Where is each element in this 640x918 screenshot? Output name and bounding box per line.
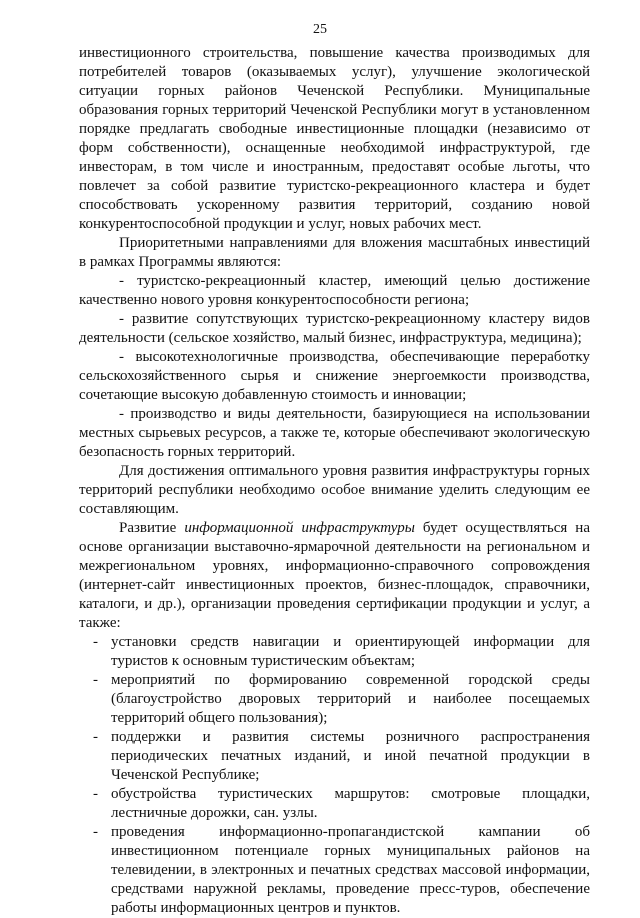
list-item-text: мероприятий по формированию современной городской среды (благоустройство дворовых территорий и наиболее посещаемых территорий общего пользования); [111, 672, 590, 726]
bullet-dash: - [93, 729, 98, 745]
paragraph-infrastructure-intro: Для достижения оптимального уровня развития инфраструктуры горных территорий республики необходимо особое внимание уделить следующим ее составляющим. [79, 463, 590, 517]
text-fragment: будет осуществляться на основе организации выставочно-ярмарочной деятельности на региональном и межрегиональном уровнях, информационно-справочного сопровождения (интернет-сайт инвестиционных проектов, бизнес-площадок, справочники, каталоги, и др.), организации проведения сертификации продукции и услуг, а также: [79, 520, 590, 631]
measures-list [79, 633, 590, 918]
list-item [79, 671, 590, 728]
paragraph-information-infrastructure [79, 519, 590, 633]
bullet-dash: - [93, 824, 98, 840]
list-item-text: обустройства туристических маршрутов: смотровые площадки, лестничные дорожки, сан. узлы. [111, 786, 590, 821]
list-item [79, 728, 590, 785]
list-item [79, 633, 590, 671]
paragraph-investment-continuation: инвестиционного строительства, повышение качества производимых для потребителей товаров (оказываемых услуг), улучшение экологической ситуации горных районов Чеченской Республики. Муниципальные образования горных территорий Чеченской Республики могут в установленном порядке предлагать свободные инвестиционные площадки (независимо от форм собственности), оснащенные необходимой инфраструктурой, где инвесторам, в том числе и иностранным, предоставят особые льготы, что повлечет за собой развитие туристско-рекреационного кластера и будет способствовать ускоренному развития территорий, созданию новой конкурентоспособной продукции и услуг, новых рабочих мест. [79, 45, 590, 232]
paragraph-priority-directions: Приоритетными направлениями для вложения масштабных инвестиций в рамках Программы являются: [79, 235, 590, 270]
page-number: 25 [313, 22, 327, 37]
paragraph-related-activities: - развитие сопутствующих туристско-рекреационному кластеру видов деятельности (сельское хозяйство, малый бизнес, инфраструктура, медицина); [79, 311, 590, 346]
paragraph-local-resources: - производство и виды деятельности, базирующиеся на использовании местных сырьевых ресурсов, а также те, которые обеспечивают экологическую безопасность горных территорий. [79, 406, 590, 460]
list-item [79, 823, 590, 918]
list-item-text: установки средств навигации и ориентирующей информации для туристов к основным туристическим объектам; [111, 634, 590, 669]
list-item-text: проведения информационно-пропагандистской кампании об инвестиционном потенциале горных муниципальных районов на телевидении, в электронных и печатных средствах массовой информации, средствами наружной рекламы, проведение пресс-туров, обеспечение работы информационных центров и пунктов. [111, 824, 590, 916]
paragraph-high-tech-production: - высокотехнологичные производства, обеспечивающие переработку сельскохозяйственного сырья и снижение энергоемкости производства, сочетающие высокую добавленную стоимость и инновации; [79, 349, 590, 403]
bullet-dash: - [93, 634, 98, 650]
emphasis-information-infrastructure: информационной инфраструктуры [184, 520, 415, 536]
text-fragment: Развитие [119, 520, 185, 536]
bullet-dash: - [93, 672, 98, 688]
bullet-dash: - [93, 786, 98, 802]
list-item-text: поддержки и развития системы розничного распространения периодических печатных изданий, и иной печатной продукции в Чеченской Республике; [111, 729, 590, 783]
paragraph-tourism-cluster: - туристско-рекреационный кластер, имеющий целью достижение качественно нового уровня конкурентоспособности региона; [79, 273, 590, 308]
document-body [79, 44, 590, 918]
list-item [79, 785, 590, 823]
